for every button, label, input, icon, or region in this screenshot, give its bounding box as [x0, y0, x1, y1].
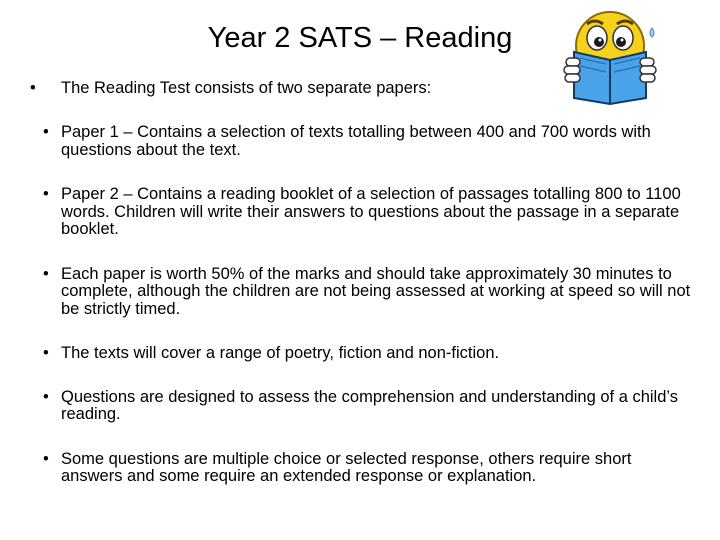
- bullet-item: [43, 345, 693, 363]
- bullet-text: Paper 1 – Contains a selection of texts totalling between 400 and 700 words with questions about the text.: [61, 123, 651, 159]
- bullet-dot: •: [43, 344, 49, 362]
- bullet-item: [43, 266, 693, 319]
- bullet-dot: •: [43, 264, 49, 283]
- bullet-text: Paper 2 – Contains a reading booklet of a selection of passages totalling 800 to 1100 words. Children will write their answers to questions about the passage in a separate booklet.: [61, 185, 681, 238]
- bullet-text: Some questions are multiple choice or selected response, others require short answers and some require an extended response or explanation.: [61, 449, 632, 485]
- bullet-text: The texts will cover a range of poetry, fiction and non-fiction.: [61, 344, 500, 362]
- bullet-dot: •: [30, 79, 36, 97]
- bullet-dot: •: [43, 449, 49, 468]
- bullet-dot: •: [43, 185, 49, 203]
- bullet-item: [43, 186, 693, 239]
- bullet-text: Each paper is worth 50% of the marks and should take approximately 30 minutes to complete, although the children are not being assessed at working at speed so will not be strictly timed.: [61, 264, 691, 318]
- bullet-text: Questions are designed to assess the comprehension and understanding of a child’s reading.: [61, 387, 679, 423]
- bullet-list: [43, 124, 693, 486]
- slide-title: Year 2 SATS – Reading: [207, 22, 513, 54]
- bullet-dot: •: [43, 387, 49, 406]
- bullet-dot: •: [43, 123, 49, 141]
- bullet-item: [43, 389, 693, 424]
- intro-text: The Reading Test consists of two separate papers:: [61, 79, 432, 97]
- bullet-item: [43, 451, 693, 486]
- cartoon-face-reading-book-icon: [560, 8, 664, 106]
- bullet-item: [43, 124, 693, 159]
